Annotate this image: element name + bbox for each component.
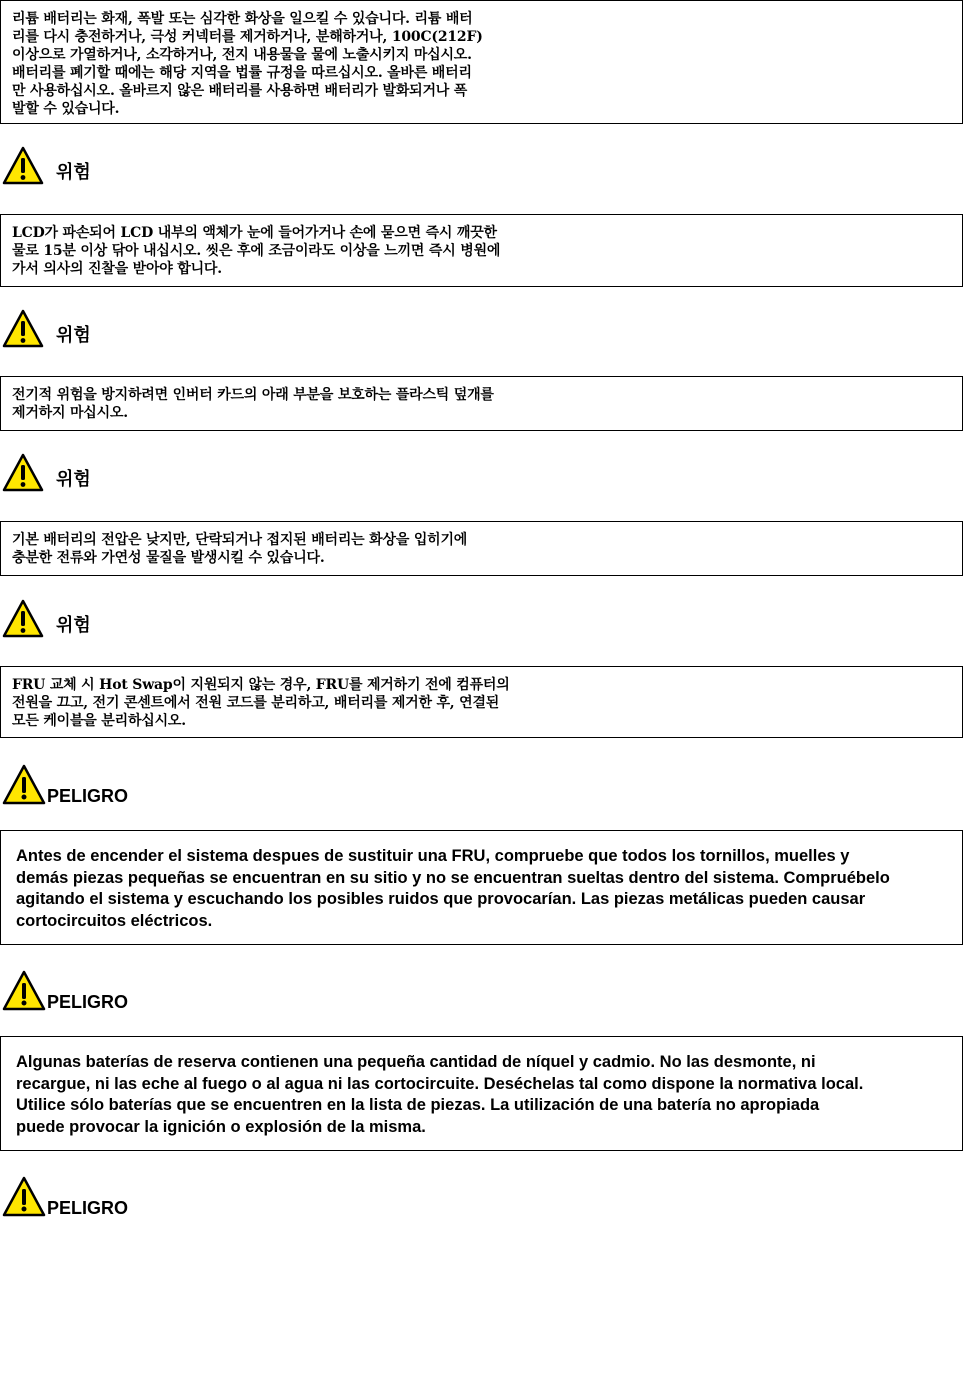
warning-text-line: demás piezas pequeñas se encuentran en su sitio y no se encuentran sueltas dentro del sistema. Compruébelo xyxy=(16,868,890,887)
warning-text-line: Algunas baterías de reserva contienen una pequeña cantidad de níquel y cadmio. No las desmonte, ni xyxy=(16,1053,816,1071)
warning-text-line: 충분한 전류와 가연성 물질을 발생시킬 수 있습니다. xyxy=(12,550,325,566)
warning-text-line: FRU 교체 시 Hot Swap이 지원되지 않는 경우, FRU를 제거하기 전에 컴퓨터의 xyxy=(12,677,510,693)
warning-text-line: 만 사용하십시오. 올바르지 않은 배터리를 사용하면 배터리가 발화되거나 폭 xyxy=(12,83,468,99)
warning-text-line: 발할 수 있습니다. xyxy=(12,101,120,117)
danger-heading-label: 위험 xyxy=(56,162,91,183)
danger-heading xyxy=(2,309,91,349)
warning-text-line: 전기적 위험을 방지하려면 인버터 카드의 아래 부분을 보호하는 플라스틱 덮개를 xyxy=(12,387,494,403)
danger-heading xyxy=(2,453,91,493)
warning-triangle-icon xyxy=(2,453,44,493)
warning-text-line: 기본 배터리의 전압은 낮지만, 단락되거나 접지된 배터리는 화상을 입히기에 xyxy=(12,532,468,548)
warning-text-line: 리튬 배터리는 화재, 폭발 또는 심각한 화상을 일으킬 수 있습니다. 리튬 배터 xyxy=(12,11,473,27)
warning-text-line: 가서 의사의 진찰을 받아야 합니다. xyxy=(12,261,222,277)
peligro-heading-label: PELIGRO xyxy=(47,1198,129,1218)
warning-text-line: LCD가 파손되어 LCD 내부의 액체가 눈에 들어가거나 손에 묻으면 즉시 깨끗한 xyxy=(12,225,497,241)
warning-triangle-icon xyxy=(2,970,46,1012)
warning-text-line: cortocircuitos eléctricos. xyxy=(16,911,213,930)
warning-text-line: 전원을 끄고, 전기 콘센트에서 전원 코드를 분리하고, 배터리를 제거한 후, 연결된 xyxy=(12,695,500,711)
warning-text-line: agitando el sistema y escuchando los posibles ruidos que provocarían. Las piezas metálicas pueden causar xyxy=(16,890,866,908)
warning-text-line: 배터리를 폐기할 때에는 해당 지역을 법률 규정을 따르십시오. 올바른 배터리 xyxy=(12,65,472,81)
danger-heading-label: 위험 xyxy=(56,615,91,636)
warning-triangle-icon xyxy=(2,309,44,349)
warning-triangle-icon xyxy=(2,599,44,639)
warning-text-line: 이상으로 가열하거나, 소각하거나, 전지 내용물을 물에 노출시키지 마십시오. xyxy=(12,47,472,63)
warning-triangle-icon xyxy=(2,1176,46,1218)
warning-text-line: 제거하지 마십시오. xyxy=(12,405,128,421)
inverter-warning-box xyxy=(0,376,963,431)
nickel-cadmium-warning-box xyxy=(0,1036,963,1151)
warning-text-line: 리를 다시 충전하거나, 극성 커넥터를 제거하거나, 분해하거나, 100C(212F) xyxy=(12,29,483,45)
peligro-heading xyxy=(2,1176,128,1218)
warning-text-line: 모든 케이블을 분리하십시오. xyxy=(12,713,186,729)
warning-triangle-icon xyxy=(2,764,46,806)
warning-text-line: recargue, ni las eche al fuego o al agua ni las cortocircuite. Deséchelas tal como dispone la normativa local. xyxy=(16,1074,864,1093)
backup-battery-warning-box xyxy=(0,521,963,576)
warning-text-line: 물로 15분 이상 닦아 내십시오. 씻은 후에 조금이라도 이상을 느끼면 즉시 병원에 xyxy=(12,243,501,259)
danger-heading-label: 위험 xyxy=(56,325,91,346)
warning-text-line: Utilice sólo baterías que se encuentren en la lista de piezas. La utilización de una batería no apropiada xyxy=(16,1096,820,1114)
fru-screws-warning-box xyxy=(0,830,963,945)
danger-heading xyxy=(2,599,91,639)
warning-text-line: Antes de encender el sistema despues de sustituir una FRU, compruebe que todos los tornillos, muelles y xyxy=(16,847,850,865)
danger-heading-label: 위험 xyxy=(56,469,91,490)
peligro-heading-label: PELIGRO xyxy=(47,786,129,806)
lcd-warning-box xyxy=(0,214,963,287)
warning-triangle-icon xyxy=(2,146,44,186)
peligro-heading xyxy=(2,764,128,806)
peligro-heading xyxy=(2,970,128,1012)
lithium-battery-warning-box xyxy=(0,0,963,124)
peligro-heading-label: PELIGRO xyxy=(47,992,129,1012)
danger-heading xyxy=(2,146,91,186)
fru-hot-swap-warning-box xyxy=(0,666,963,738)
warning-text-line: puede provocar la ignición o explosión de la misma. xyxy=(16,1117,426,1136)
